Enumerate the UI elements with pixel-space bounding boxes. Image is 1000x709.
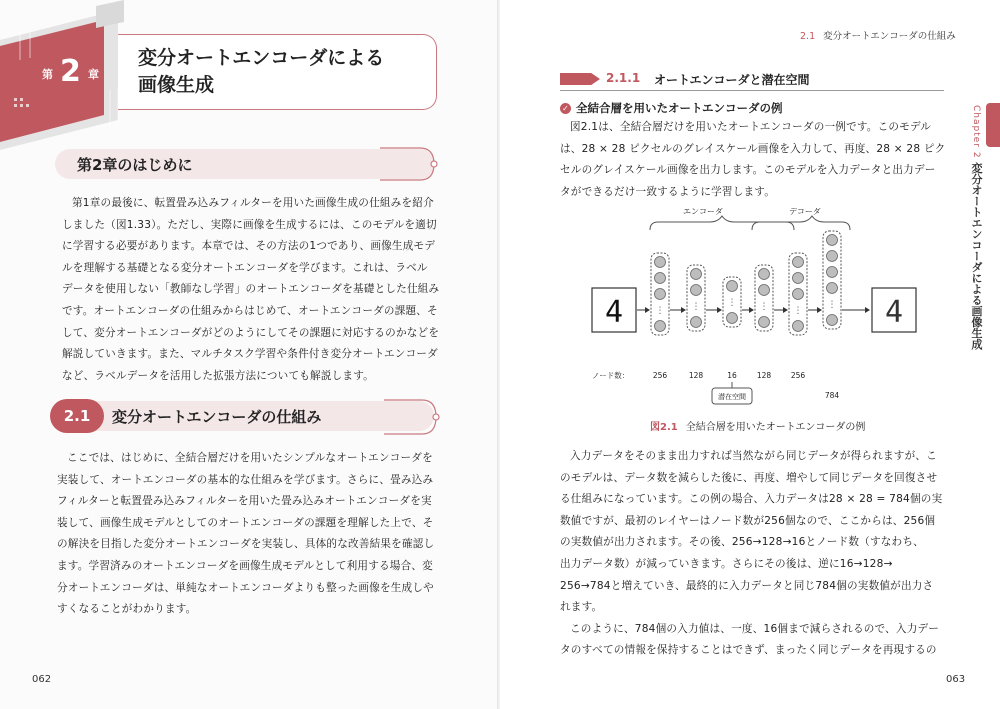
para2-line [560, 446, 950, 468]
intro-heading [55, 149, 435, 179]
intro-paragraph [62, 193, 442, 387]
para2-line-5: 出力データ数）が減っていきます。さらにその後は、逆に16→128→ [560, 557, 893, 570]
encoder-label: エンコーダ [683, 208, 723, 216]
para2-line-3: 数値ですが、最初のレイヤーはノード数が256個なので、ここからは、256個 [560, 514, 936, 527]
layer-group [637, 231, 870, 335]
node-circle [727, 281, 738, 292]
para2-line [560, 511, 950, 533]
para1-line-0: 図2.1は、全結合層だけを用いたオートエンコーダの一例です。このモデル [570, 121, 932, 133]
para1-line [560, 182, 950, 204]
intro-line [62, 366, 442, 388]
para2-line-6: 256→784と増えていき、最終的に入力データと同じ784個の実数値が出力さ [560, 579, 934, 592]
para2-line [560, 489, 950, 511]
section-line-2: フィルターと転置畳み込みフィルターを用いた畳み込みオートエンコーダを実 [57, 495, 432, 508]
para1-line-2: セルのグレイスケール画像を出力します。このモデルを入力データと出力デー [560, 164, 936, 177]
intro-line-5: です。オートエンコーダの仕組みからはじめて、オートエンコーダの課題、そ [62, 304, 438, 317]
para1-line-1: は、28 × 28 ピクセルのグレイスケール画像を入力して、再度、28 × 28 ピク [560, 142, 946, 155]
intro-line [62, 236, 442, 258]
section-line [57, 599, 442, 621]
section-line-1: 実装して、オートエンコーダの基本的な仕組みを学びます。さらに、畳み込み [57, 473, 434, 486]
intro-line [62, 193, 442, 215]
right-paragraph-2 [560, 446, 950, 662]
arrow-head-icon [817, 307, 822, 313]
right-page [500, 0, 1000, 709]
section-line [57, 470, 442, 492]
arrow-head-icon [749, 307, 754, 313]
section-line [57, 491, 442, 513]
section-line [57, 556, 442, 578]
node-circle [793, 321, 804, 332]
para2-line-4: の実数値が出力されます。その後、256→128→16とノード数（すなわち、 [560, 536, 924, 549]
arrow-head-icon [681, 307, 686, 313]
para2-line [560, 619, 950, 641]
section-number: 2.1 [50, 399, 104, 433]
section-line-7: すくなることがわかります。 [57, 603, 197, 616]
intro-line-2: に学習する必要があります。本章では、その方法の1つであり、画像生成モデ [62, 240, 436, 253]
para2-line [560, 468, 950, 490]
check-icon: ✓ [560, 103, 571, 114]
intro-line-7: 解説していきます。また、マルチタスク学習や条件付き変分オートエンコーダ [62, 348, 438, 361]
section-heading-ornament [384, 399, 446, 435]
node-circle [827, 235, 838, 246]
decoder-label: デコーダ [789, 208, 821, 216]
arrow-head-icon [865, 307, 870, 313]
para2-line [560, 554, 950, 576]
page-number-right: 063 [946, 674, 966, 685]
node-circle [827, 315, 838, 326]
para2-line-1: のモデルは、データ数を減らした後に、再度、増やして同じデータを回復させ [560, 471, 938, 484]
chapter-number: 2 [60, 54, 81, 89]
section-line-3: 装して、画像生成モデルとしてのオートエンコーダの課題を理解した上で、そ [57, 516, 434, 529]
intro-heading-text: 第2章のはじめに [77, 156, 193, 174]
chapter-side-tab [986, 103, 1000, 147]
subsection-heading [560, 70, 944, 91]
intro-heading-ornament [380, 147, 442, 181]
para2-line [560, 597, 950, 619]
ellipsis-icon: ⋮ [691, 302, 701, 312]
ellipsis-icon: ⋮ [827, 300, 837, 310]
node-circle [691, 269, 702, 280]
node-circle [793, 289, 804, 300]
node-circle [827, 267, 838, 278]
intro-line-8: など、ラベルデータを活用した拡張方法についても解説します。 [62, 369, 374, 382]
ellipsis-icon: ⋮ [793, 306, 803, 316]
latent-space-label: 潜在空間 [718, 393, 746, 401]
arrow-head-icon [783, 307, 788, 313]
chapter-title [138, 45, 384, 99]
arrow-head-icon [645, 307, 650, 313]
section-line [57, 448, 442, 470]
chapter-side-label [968, 105, 984, 349]
section-paragraph [57, 448, 442, 621]
running-head-number: 2.1 [800, 31, 816, 42]
layer-size-3: 128 [756, 371, 772, 380]
subsection-number: 2.1.1 [606, 71, 641, 85]
node-circle [827, 283, 838, 294]
para2-line-9: タのすべての情報を保持することはできず、まったく同じデータを再現するの [560, 644, 937, 657]
node-circle [793, 257, 804, 268]
para1-line [560, 139, 950, 161]
decoder-brace [752, 216, 850, 230]
intro-line [62, 258, 442, 280]
node-circle [793, 273, 804, 284]
para2-line-8: このように、784個の入力値は、一度、16個まで減らされるので、入力デー [570, 622, 940, 635]
subsection-title: オートエンコーダと潜在空間 [654, 73, 810, 87]
layer-size-0: 256 [652, 371, 668, 380]
input-digit: 4 [604, 295, 624, 330]
para1-line-3: タができるだけ一致するように学習します。 [560, 185, 776, 198]
ellipsis-icon: ⋮ [759, 302, 769, 312]
para1-line [560, 160, 950, 182]
intro-line [62, 301, 442, 323]
intro-line [62, 323, 442, 345]
section-line-5: ます。学習済みのオートエンコーダを画像生成モデルとして利用する場合、変 [57, 559, 433, 572]
para1-line [560, 117, 950, 139]
intro-line-1: しました（図1.33）。ただし、実際に画像を生成するには、このモデルを適切 [62, 218, 437, 231]
chapter-label-prefix: 第 [42, 68, 53, 81]
node-circle [655, 321, 666, 332]
para2-line [560, 532, 950, 554]
intro-line-4: データを使用しない「教師なし学習」のオートエンコーダを基礎とした仕組み [62, 283, 440, 296]
node-circle [759, 285, 770, 296]
intro-line-6: して、変分オートエンコーダがどのようにしてその課題に対応するのかなどを [62, 326, 440, 339]
section-title: 変分オートエンコーダの仕組み [112, 408, 322, 426]
section-heading [50, 399, 436, 433]
section-line-6: 分オートエンコーダは、単純なオートエンコーダよりも整った画像を生成しや [57, 581, 434, 594]
layer-size-1: 128 [688, 371, 704, 380]
para2-line-7: れます。 [560, 601, 603, 614]
node-circle [691, 285, 702, 296]
side-tab-prefix: Chapter 2 [971, 105, 981, 159]
figure-caption-ref: 図2.1 [650, 422, 678, 433]
check-heading-text: 全結合層を用いたオートエンコーダの例 [576, 101, 783, 115]
running-head-title: 変分オートエンコーダの仕組み [823, 31, 956, 42]
para2-line [560, 640, 950, 662]
side-tab-title: 変分オートエンコーダによる画像生成 [970, 162, 983, 350]
node-circle [727, 313, 738, 324]
node-circle [759, 317, 770, 328]
section-line [57, 513, 442, 535]
layer-size-4: 256 [790, 371, 806, 380]
node-circle [759, 269, 770, 280]
chapter-title-line1: 変分オートエンコーダによる [138, 47, 385, 69]
figure-caption [650, 418, 865, 433]
right-paragraph-1 [560, 117, 950, 203]
encoder-brace [650, 216, 794, 230]
node-count-prefix: ノード数： [592, 371, 630, 380]
page-number-left: 062 [32, 674, 52, 685]
para2-line-0: 入力データをそのまま出力すれば当然ながら同じデータが得られますが、こ [570, 450, 937, 462]
chapter-title-line2: 画像生成 [138, 74, 215, 96]
figure-caption-text: 全結合層を用いたオートエンコーダの例 [685, 422, 866, 433]
subsection-arrow-icon [560, 73, 600, 85]
node-circle [691, 317, 702, 328]
node-circle [655, 289, 666, 300]
ellipsis-icon: ⋮ [727, 298, 737, 308]
para2-line-2: る仕組みになっています。この例の場合、入力データは28 × 28 = 784個の実 [560, 493, 943, 506]
para2-line [560, 576, 950, 598]
output-digit: 4 [884, 295, 904, 330]
layer-size-2: 16 [727, 371, 737, 380]
intro-line-0: 第1章の最後に、転置畳み込みフィルターを用いた画像生成の仕組みを紹介 [72, 197, 434, 209]
check-heading [560, 100, 783, 116]
intro-line [62, 279, 442, 301]
section-line [57, 578, 442, 600]
intro-line-3: ルを理解する基礎となる変分オートエンコーダを学びます。これは、ラベル [62, 261, 428, 274]
section-line [57, 534, 442, 556]
layer-size-5: 784 [824, 391, 840, 400]
running-head [800, 28, 956, 42]
arrow-head-icon [717, 307, 722, 313]
section-line-4: の解決を目指した変分オートエンコーダを実装し、具体的な改善結果を確認し [57, 538, 435, 551]
intro-line [62, 215, 442, 237]
node-circle [655, 257, 666, 268]
intro-line [62, 344, 442, 366]
node-circle [827, 251, 838, 262]
chapter-label-suffix: 章 [88, 68, 99, 81]
section-line-0: ここでは、はじめに、全結合層だけを用いたシンプルなオートエンコーダを [67, 452, 433, 464]
autoencoder-figure [590, 208, 920, 408]
ellipsis-icon: ⋮ [655, 306, 665, 316]
node-circle [655, 273, 666, 284]
